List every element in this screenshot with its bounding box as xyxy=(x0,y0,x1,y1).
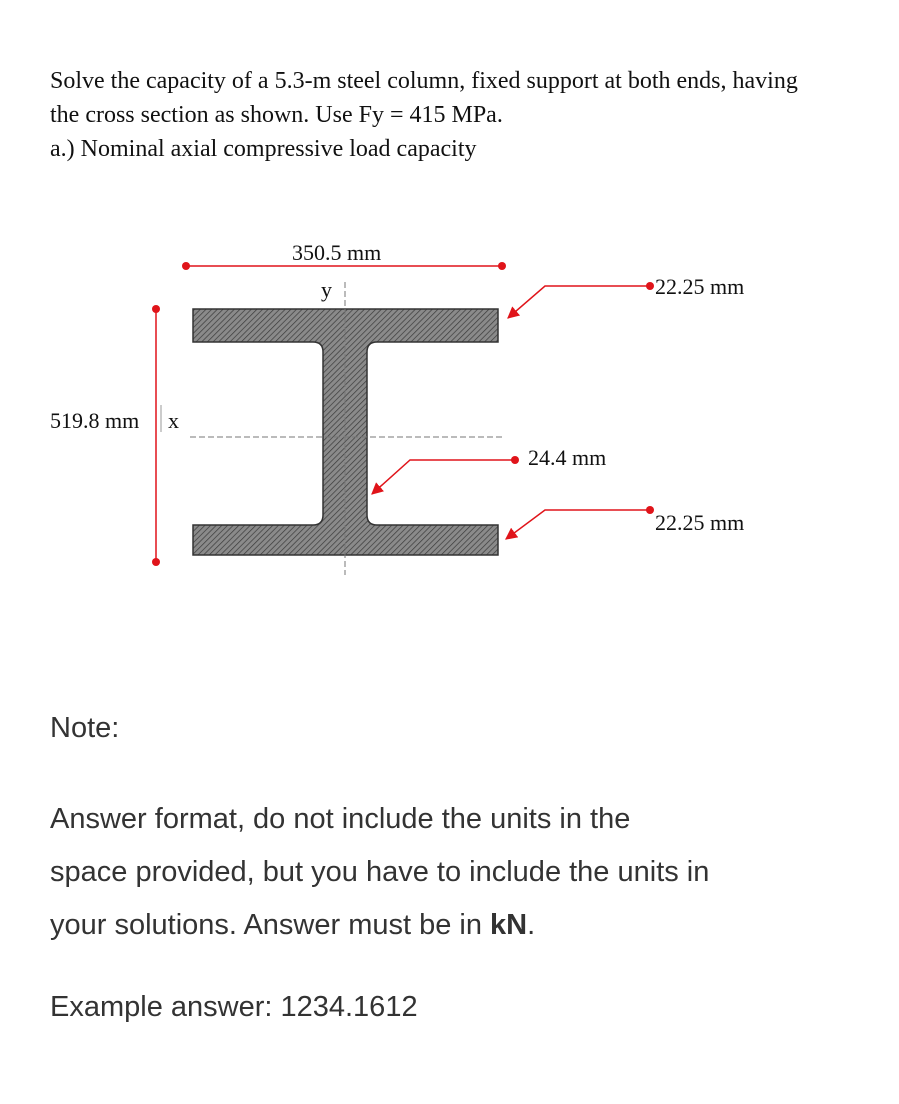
answer-format-line-3-prefix: your solutions. Answer must be in xyxy=(50,909,491,941)
top-flange-thickness-label: 22.25 mm xyxy=(655,274,745,299)
bottom-flange-thickness-label: 22.25 mm xyxy=(655,510,745,535)
x-axis-label: x xyxy=(168,408,179,433)
bottom-flange-leader xyxy=(506,510,648,539)
y-axis-label: y xyxy=(321,277,332,302)
problem-line-3: a.) Nominal axial compressive load capacity xyxy=(50,136,477,162)
depth-label: 519.8 mm xyxy=(50,408,140,433)
web-thickness-leader-dot xyxy=(511,456,519,464)
bottom-flange-leader-dot xyxy=(646,506,654,514)
answer-format-line-2: space provided, but you have to include the units in xyxy=(50,856,710,888)
note-label: Note: xyxy=(50,712,120,744)
problem-line-2: the cross section as shown. Use Fy = 415 MPa. xyxy=(50,102,503,128)
answer-format-line-1: Answer format, do not include the units in the xyxy=(50,803,631,835)
flange-width-left-dot xyxy=(182,262,190,270)
top-flange-leader xyxy=(508,286,648,318)
answer-format-instructions xyxy=(50,793,870,952)
problem-line-1: Solve the capacity of a 5.3-m steel column, fixed support at both ends, having xyxy=(50,68,798,94)
depth-bottom-dot xyxy=(152,558,160,566)
answer-unit: kN xyxy=(490,909,528,941)
flange-width-label: 350.5 mm xyxy=(292,240,382,265)
depth-top-dot xyxy=(152,305,160,313)
i-beam-cross-section-figure xyxy=(0,230,899,590)
web-thickness-leader xyxy=(372,460,513,494)
web-thickness-label: 24.4 mm xyxy=(528,445,607,470)
problem-statement xyxy=(50,64,870,166)
top-flange-leader-dot xyxy=(646,282,654,290)
example-answer: Example answer: 1234.1612 xyxy=(50,991,418,1023)
answer-format-line-3 xyxy=(50,899,870,952)
flange-width-right-dot xyxy=(498,262,506,270)
answer-format-line-3-suffix: . xyxy=(527,909,536,941)
